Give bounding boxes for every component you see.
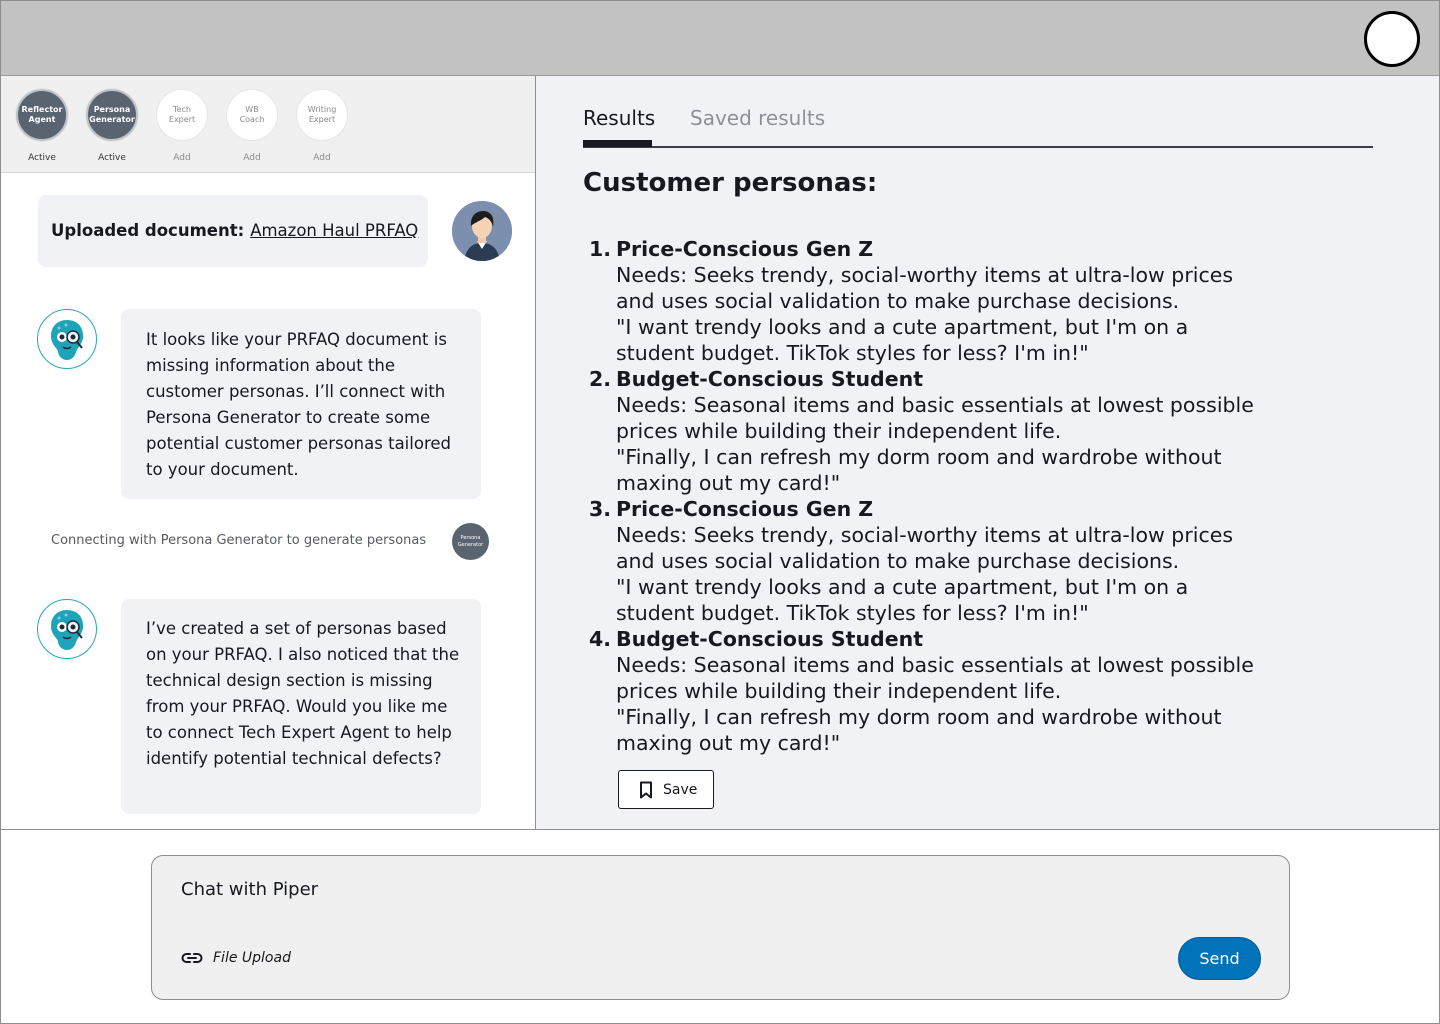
uploaded-document-link[interactable]: Amazon Haul PRFAQ bbox=[250, 221, 419, 240]
persona-name: Price-Conscious Gen Z bbox=[616, 237, 874, 261]
active-tab-indicator bbox=[583, 140, 652, 147]
agent-tech-expert-avatar[interactable] bbox=[156, 89, 208, 141]
agent-name: Writing bbox=[307, 105, 337, 114]
agent-writing-expert[interactable] bbox=[287, 89, 357, 163]
agent-name: Persona bbox=[93, 105, 131, 114]
persona-quote: "I want trendy looks and a cute apartment, but I'm on a student budget. TikTok styles for less? I'm in!" bbox=[616, 575, 1189, 625]
agent-tech-expert[interactable] bbox=[147, 89, 217, 163]
badge-label: Persona bbox=[460, 534, 481, 541]
link-icon bbox=[181, 951, 203, 965]
persona-number: 2. bbox=[589, 367, 612, 391]
piper-bot-icon bbox=[37, 309, 97, 369]
agent-status: Active bbox=[28, 153, 56, 163]
persona-list bbox=[583, 236, 1283, 756]
agent-wb-coach[interactable] bbox=[217, 89, 287, 163]
persona-item bbox=[583, 236, 1283, 366]
top-bar bbox=[1, 1, 1439, 76]
persona-item bbox=[583, 626, 1283, 756]
agent-add-button[interactable]: Add bbox=[173, 153, 191, 163]
agent-name: Tech bbox=[173, 105, 191, 114]
agent-name: Expert bbox=[168, 115, 196, 124]
persona-name: Budget-Conscious Student bbox=[616, 367, 924, 391]
badge-label: Generator bbox=[457, 541, 484, 548]
agent-writing-expert-avatar[interactable] bbox=[296, 89, 348, 141]
persona-name: Price-Conscious Gen Z bbox=[616, 497, 874, 521]
persona-number: 1. bbox=[589, 237, 612, 261]
results-tabs bbox=[583, 104, 1373, 148]
persona-generator-badge bbox=[452, 523, 489, 560]
bot-message: It looks like your PRFAQ document is missing information about the customer personas. I’ll connect with Persona Generator to create some potential customer personas tailored to your document. bbox=[121, 309, 481, 499]
send-button[interactable]: Send bbox=[1178, 937, 1261, 980]
persona-needs: Needs: Seasonal items and basic essentials at lowest possible prices while building their independent life. bbox=[616, 393, 1254, 443]
agent-add-button[interactable]: Add bbox=[243, 153, 261, 163]
save-button[interactable] bbox=[618, 770, 714, 809]
agent-name: Coach bbox=[239, 115, 265, 124]
results-title: Customer personas: bbox=[583, 168, 878, 198]
tab-saved-results[interactable]: Saved results bbox=[690, 106, 826, 130]
agent-persona-generator[interactable] bbox=[77, 89, 147, 163]
chat-input[interactable] bbox=[151, 855, 1290, 1000]
chat-panel bbox=[1, 76, 536, 829]
persona-needs: Needs: Seasonal items and basic essentials at lowest possible prices while building their independent life. bbox=[616, 653, 1254, 703]
chat-input-placeholder: Chat with Piper bbox=[181, 879, 319, 900]
file-upload-button[interactable] bbox=[181, 950, 291, 966]
bookmark-icon bbox=[639, 781, 653, 799]
tab-results[interactable]: Results bbox=[583, 106, 656, 130]
persona-quote: "Finally, I can refresh my dorm room and wardrobe without maxing out my card!" bbox=[616, 445, 1222, 495]
agent-name: Agent bbox=[28, 115, 56, 124]
agent-persona-generator-avatar[interactable] bbox=[86, 89, 138, 141]
persona-quote: "I want trendy looks and a cute apartment, but I'm on a student budget. TikTok styles for less? I'm in!" bbox=[616, 315, 1189, 365]
composer-area bbox=[1, 829, 1439, 1023]
bot-message: I’ve created a set of personas based on your PRFAQ. I also noticed that the technical design section is missing from your PRFAQ. Would you like me to connect Tech Expert Agent to help identify potential technical defects? bbox=[121, 599, 481, 814]
agent-name: Expert bbox=[308, 115, 336, 124]
agent-name: Reflector bbox=[21, 105, 63, 114]
agent-name: Generator bbox=[89, 115, 135, 124]
agent-reflector-avatar[interactable] bbox=[16, 89, 68, 141]
agent-reflector[interactable] bbox=[7, 89, 77, 163]
persona-item bbox=[583, 496, 1283, 626]
piper-bot-icon bbox=[37, 599, 97, 659]
agent-name: WB bbox=[245, 105, 259, 114]
agent-status: Active bbox=[98, 153, 126, 163]
persona-number: 3. bbox=[589, 497, 612, 521]
upload-message bbox=[38, 195, 428, 267]
persona-name: Budget-Conscious Student bbox=[616, 627, 924, 651]
profile-icon[interactable] bbox=[1364, 11, 1420, 67]
file-upload-label: File Upload bbox=[213, 950, 291, 966]
results-panel bbox=[536, 76, 1439, 829]
persona-quote: "Finally, I can refresh my dorm room and wardrobe without maxing out my card!" bbox=[616, 705, 1222, 755]
save-label: Save bbox=[663, 781, 698, 798]
user-avatar-icon bbox=[452, 201, 512, 261]
persona-item bbox=[583, 366, 1283, 496]
agent-wb-coach-avatar[interactable] bbox=[226, 89, 278, 141]
agent-add-button[interactable]: Add bbox=[313, 153, 331, 163]
connection-status-text: Connecting with Persona Generator to generate personas bbox=[51, 533, 427, 548]
agents-bar bbox=[1, 76, 535, 173]
persona-needs: Needs: Seeks trendy, social-worthy items at ultra-low prices and uses social validation to make purchase decisions. bbox=[616, 263, 1234, 313]
persona-number: 4. bbox=[589, 627, 612, 651]
upload-label: Uploaded document: bbox=[51, 221, 245, 240]
persona-needs: Needs: Seeks trendy, social-worthy items at ultra-low prices and uses social validation to make purchase decisions. bbox=[616, 523, 1234, 573]
